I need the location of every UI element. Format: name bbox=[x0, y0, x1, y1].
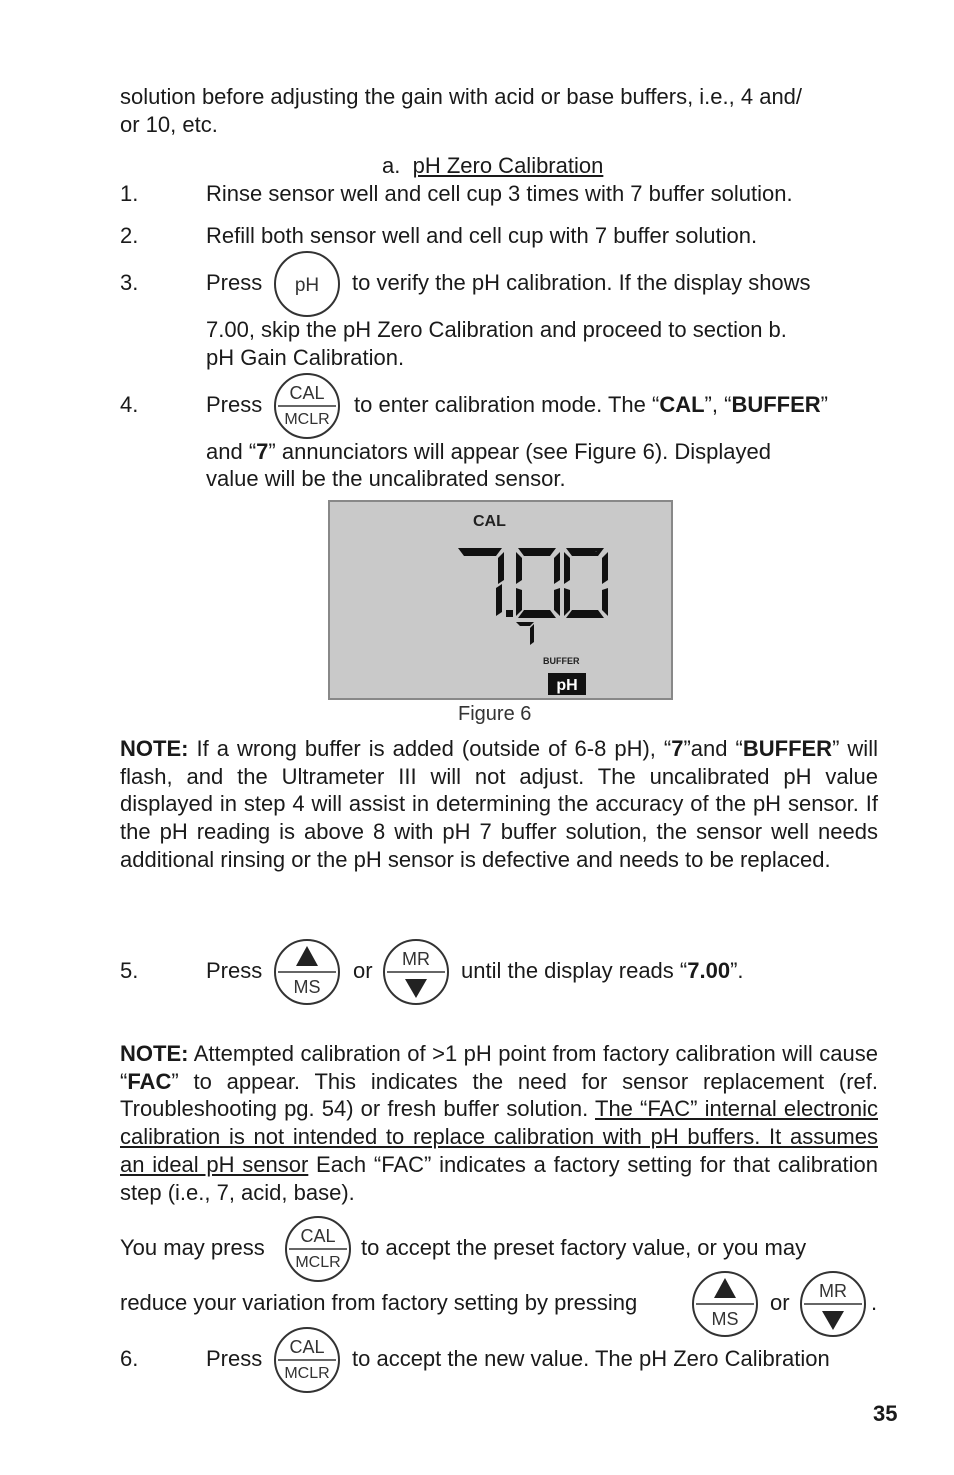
cal-mclr-key-icon-2 bbox=[283, 1214, 353, 1284]
note-1-seven: 7 bbox=[671, 736, 684, 761]
up-ms-key-icon-2 bbox=[690, 1269, 760, 1339]
step-4-cont-1a: and “ bbox=[206, 439, 257, 464]
lcd-buffer-annunciator: BUFFER bbox=[543, 656, 580, 666]
lcd-cal-annunciator: CAL bbox=[473, 513, 506, 530]
section-prefix: a. bbox=[382, 153, 401, 178]
cal-key-bottom-label-3: MCLR bbox=[284, 1365, 330, 1382]
step-5-value: 7.00 bbox=[687, 958, 731, 983]
note-2-t2: ” to appear. This indicates the need for sensor replacement (ref. Troubleshooting pg. 54) or fresh buffer solution. bbox=[120, 1068, 878, 1122]
note-2-label: NOTE: bbox=[120, 1041, 189, 1066]
step-4-cont-2: value will be the uncalibrated sensor. bbox=[206, 466, 566, 491]
step-2-text: Refill both sensor well and cell cup with 7 buffer solution. bbox=[206, 223, 758, 248]
lcd-ph-annunciator: pH bbox=[556, 677, 578, 694]
step-4-buffer: BUFFER bbox=[731, 392, 821, 417]
note-1-t1: If a wrong buffer is added (outside of 6-8 pH), “ bbox=[188, 736, 672, 761]
ms-key-label-2: MS bbox=[711, 1309, 739, 1329]
step-2-number: 2. bbox=[120, 223, 139, 248]
page-number: 35 bbox=[873, 1401, 898, 1426]
note-2-t3: Each “FAC” indicates a factory setting for that calibration step (i.e., 7, acid, base). bbox=[120, 1151, 878, 1205]
step-4-number: 4. bbox=[120, 392, 139, 417]
section-heading bbox=[382, 152, 603, 180]
step-3-number: 3. bbox=[120, 270, 139, 295]
mr-down-key-icon-2 bbox=[798, 1269, 868, 1339]
step-5-after-1: until the display reads “ bbox=[461, 958, 688, 983]
lcd-buffer-digit: 7 bbox=[540, 645, 541, 646]
accept-line-2-or: or bbox=[770, 1290, 790, 1315]
step-3-press: Press bbox=[206, 270, 263, 295]
note-2 bbox=[120, 1040, 878, 1206]
step-5-or: or bbox=[353, 958, 373, 983]
step-3-cont-2: pH Gain Calibration. bbox=[206, 345, 405, 370]
step-4-after-3: ” bbox=[820, 392, 828, 417]
lcd-display bbox=[328, 500, 673, 700]
accept-line-2a: reduce your variation from factory setting by pressing bbox=[120, 1290, 638, 1315]
step-4-after bbox=[354, 391, 828, 419]
step-5-after bbox=[461, 957, 744, 985]
cal-mclr-key-icon bbox=[272, 371, 342, 441]
ph-key-label: pH bbox=[294, 275, 320, 296]
step-4-after-1: to enter calibration mode. The “ bbox=[354, 392, 660, 417]
step-5-after-2: ”. bbox=[730, 958, 744, 983]
step-4-cont-1 bbox=[206, 438, 771, 466]
step-4-press: Press bbox=[206, 392, 263, 417]
step-3-cont-1: 7.00, skip the pH Zero Calibration and proceed to section b. bbox=[206, 317, 787, 342]
section-title: pH Zero Calibration bbox=[412, 153, 604, 178]
note-1-label: NOTE: bbox=[120, 736, 189, 761]
note-2-t1: Attempted calibration of >1 pH point from factory calibration will cause “ bbox=[120, 1041, 878, 1094]
step-4-after-2: ”, “ bbox=[704, 392, 732, 417]
mr-key-label-2: MR bbox=[819, 1281, 847, 1301]
note-1 bbox=[120, 735, 878, 874]
mr-key-label: MR bbox=[402, 949, 430, 969]
cal-key-bottom-label: MCLR bbox=[284, 411, 330, 428]
figure-caption: Figure 6 bbox=[458, 703, 532, 725]
cal-key-top-label-3: CAL bbox=[289, 1337, 325, 1357]
step-6-press: Press bbox=[206, 1346, 263, 1371]
note-1-t3: ” will flash, and the Ultrameter III will not adjust. The uncalibrated pH value displayed in step 4 will assist in determining the accuracy of the pH sensor. If the pH reading is above 8 with pH 7 buffer solution, the sensor well needs additional rinsing or the pH sensor is defective and needs to be replaced. bbox=[120, 736, 878, 872]
note-2-fac: FAC bbox=[127, 1068, 172, 1094]
step-4-seven: 7 bbox=[256, 439, 269, 464]
step-6-number: 6. bbox=[120, 1346, 139, 1371]
step-4-cont-1b: ” annunciators will appear (see Figure 6). Displayed bbox=[268, 439, 771, 464]
note-1-t2: ”and “ bbox=[683, 736, 743, 761]
cal-key-top-label-2: CAL bbox=[300, 1226, 336, 1246]
step-1-number: 1. bbox=[120, 181, 139, 206]
lcd-reading-value: 7.00 bbox=[595, 552, 597, 553]
accept-line-2-end: . bbox=[871, 1290, 878, 1315]
accept-line-1a: You may press bbox=[120, 1235, 265, 1260]
step-3-after: to verify the pH calibration. If the display shows bbox=[352, 270, 811, 295]
step-1-text: Rinse sensor well and cell cup 3 times with 7 buffer solution. bbox=[206, 181, 793, 206]
mr-down-key-icon bbox=[381, 937, 451, 1007]
lcd-reading-7-00-digits bbox=[458, 548, 608, 645]
step-5-number: 5. bbox=[120, 958, 139, 983]
ph-key-icon bbox=[272, 249, 342, 319]
up-ms-key-icon bbox=[272, 937, 342, 1007]
cal-key-top-label: CAL bbox=[289, 383, 325, 403]
step-6-after: to accept the new value. The pH Zero Calibration bbox=[352, 1346, 830, 1371]
note-2-underlined: The “FAC” internal electronic calibration is not intended to replace calibration with pH buffers. It assumes an ideal pH sensor bbox=[120, 1096, 878, 1177]
lcd-graphic bbox=[330, 502, 671, 698]
note-1-buffer: BUFFER bbox=[742, 736, 833, 761]
step-5-press: Press bbox=[206, 958, 263, 983]
ms-key-label: MS bbox=[293, 977, 321, 997]
cal-key-bottom-label-2: MCLR bbox=[295, 1254, 341, 1271]
intro-line-2: or 10, etc. bbox=[120, 112, 218, 137]
step-4-cal: CAL bbox=[659, 392, 705, 417]
cal-mclr-key-icon-3 bbox=[272, 1325, 342, 1395]
intro-line-1: solution before adjusting the gain with acid or base buffers, i.e., 4 and/ bbox=[120, 84, 803, 109]
accept-line-1b: to accept the preset factory value, or you may bbox=[361, 1235, 807, 1260]
